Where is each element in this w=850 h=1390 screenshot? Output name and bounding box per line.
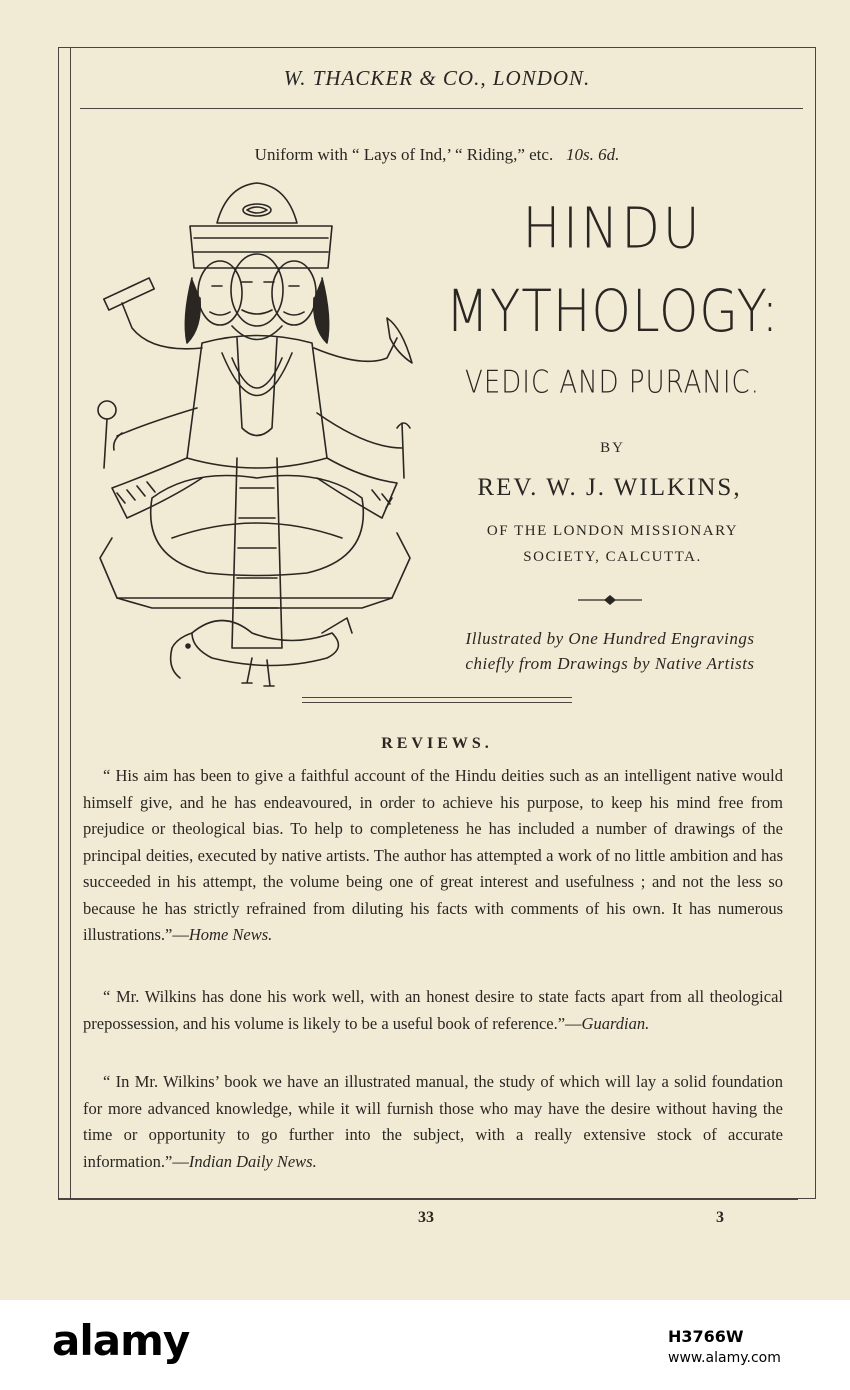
- review-source: Home News.: [188, 925, 273, 944]
- illustrated-line2: chiefly from Drawings by Native Artists: [465, 654, 755, 673]
- affiliation-line1: OF THE LONDON MISSIONARY: [486, 523, 739, 539]
- ornament-divider-icon: [578, 593, 642, 607]
- review-text: “ Mr. Wilkins has done his work well, with an honest desire to state facts apart from all theological prepossession, and his volume is likely to be a useful book of reference.”—: [83, 987, 783, 1033]
- site-url[interactable]: www.alamy.com: [668, 1350, 781, 1366]
- book-title-line1: HINDU: [522, 196, 703, 261]
- by-label: BY: [600, 440, 625, 456]
- review-text: “ His aim has been to give a faithful account of the Hindu deities such as an intelligent native would himself give, and he has endeavoured, in order to achieve his purpose, to keep his mind free from prejudice or theological bias. To help to completeness he has included a number of drawings of the principal deities, executed by native artists. The author has attempted a work of no little ambition and has succeeded in his attempt, the volume being one of great interest and usefulness ; and not the less so because he has strictly refrained from diluting his facts with comments of his own. It has numerous illustrations.”—: [83, 766, 783, 944]
- page-border-inner-line: [70, 47, 71, 1200]
- review-source: Indian Daily News.: [188, 1151, 317, 1171]
- review-home-news: [83, 763, 783, 949]
- section-rule-top: [302, 697, 572, 698]
- image-id: H3766W: [668, 1327, 744, 1346]
- price: 10s. 6d.: [565, 145, 620, 164]
- brahma-deity-engraving: [92, 178, 422, 693]
- uniform-line: [58, 145, 816, 165]
- page-number: 3: [716, 1209, 724, 1226]
- book-subtitle: VEDIC AND PURANIC.: [465, 365, 760, 401]
- signature-mark: 33: [418, 1209, 434, 1226]
- review-source: Guardian.: [581, 1013, 650, 1033]
- review-text: “ In Mr. Wilkins’ book we have an illustrated manual, the study of which will lay a solid foundation for more advanced knowledge, while it will furnish those who may have the desire without having the time or opportunity to go further into the subject, with a really extensive stock of accurate information.”—: [83, 1072, 783, 1171]
- footer-rule: [58, 1199, 798, 1200]
- alamy-logo[interactable]: alamy: [52, 1316, 190, 1365]
- publisher-header: W. THACKER & CO., LONDON.: [283, 66, 591, 90]
- review-indian-daily-news: [83, 1069, 783, 1175]
- reviews-heading: REVIEWS.: [381, 735, 493, 752]
- header-rule: [80, 108, 803, 109]
- uniform-text: Uniform with “ Lays of Ind,’ “ Riding,” etc.: [254, 145, 554, 164]
- book-title-line2: MYTHOLOGY:: [445, 278, 780, 345]
- review-guardian: [83, 984, 783, 1037]
- section-rule-bottom: [302, 702, 572, 703]
- author-name: REV. W. J. WILKINS,: [477, 474, 742, 501]
- illustrated-line1: Illustrated by One Hundred Engravings: [465, 629, 755, 648]
- affiliation-line2: SOCIETY, CALCUTTA.: [523, 549, 702, 565]
